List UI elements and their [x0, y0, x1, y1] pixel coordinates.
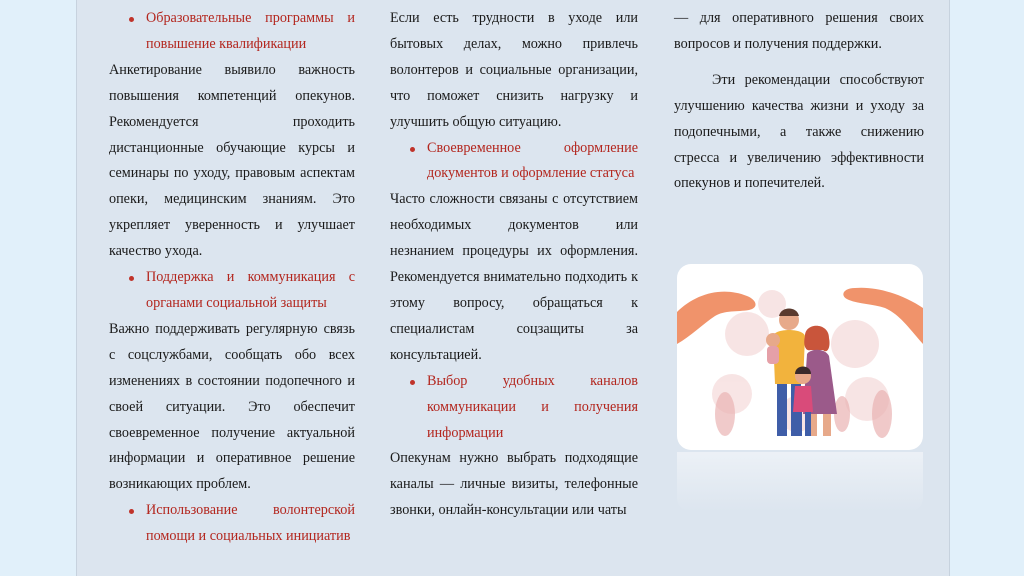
heading-social-protection: Поддержка и коммуникация с органами социальной защиты [146, 269, 355, 311]
paragraph-volunteers: Если есть трудности в уходе или бытовых делах, можно привлечь волонтеров и социальные организации, что поможет снизить нагрузку и улучшить общую ситуацию. [390, 10, 638, 130]
bullet-heading [390, 369, 638, 447]
bullet-heading [390, 136, 638, 188]
bullet-icon [410, 380, 415, 385]
column-3 [674, 6, 924, 197]
family-illustration [677, 264, 923, 450]
left-margin [0, 0, 76, 576]
brochure-page [76, 0, 950, 576]
heading-documents: Своевременное оформление документов и оформление статуса [427, 139, 638, 182]
bullet-icon [129, 17, 134, 22]
paragraph-documents: Часто сложности связаны с отсутствием необходимых документов или незнанием процедуры их оформления. Рекомендуется внимательно подходить к этому вопросу, обращаться к специалистам соцзащиты за консультацией. [390, 191, 638, 363]
bullet-icon [410, 147, 415, 152]
bullet-heading [109, 498, 355, 550]
column-2 [390, 6, 638, 524]
bullet-heading [109, 265, 355, 317]
paragraph-education: Анкетирование выявило важность повышения компетенций опекунов. Рекомендуется проходить дистанционные обучающие курсы и семинары по уходу, правовым аспектам опеки, медицинским знаниям. Это укрепляет уверенность и улучшает качество ухода. [109, 61, 355, 260]
paragraph-channels-continued: — для оперативного решения своих вопросов и получения поддержки. [674, 10, 924, 52]
paragraph-social-protection: Важно поддерживать регулярную связь с соцслужбами, сообщать обо всех изменениях в состоянии подопечного и своей ситуации. Это обеспечит своевременное получение актуальной информации и оперативное решение возникающих проблем. [109, 320, 355, 493]
heading-education: Образовательные программы и повышение квалификации [146, 10, 355, 52]
family-care-icon [677, 264, 923, 450]
bullet-icon [129, 509, 134, 514]
paragraph-conclusion: Эти рекомендации способствуют улучшению качества жизни и уходу за подопечными, а также снижению стресса и увеличению эффективности опекунов и попечителей. [674, 71, 924, 192]
heading-channels: Выбор удобных каналов коммуникации и получения информации [427, 372, 638, 441]
right-margin [948, 0, 1024, 576]
paragraph-channels: Опекунам нужно выбрать подходящие каналы — личные визиты, телефонные звонки, онлайн-консультации или чаты [390, 450, 638, 519]
bullet-icon [129, 276, 134, 281]
bullet-heading [109, 6, 355, 58]
column-1 [109, 6, 355, 550]
illustration-reflection [677, 452, 923, 512]
heading-volunteers: Использование волонтерской помощи и социальных инициатив [146, 502, 355, 545]
